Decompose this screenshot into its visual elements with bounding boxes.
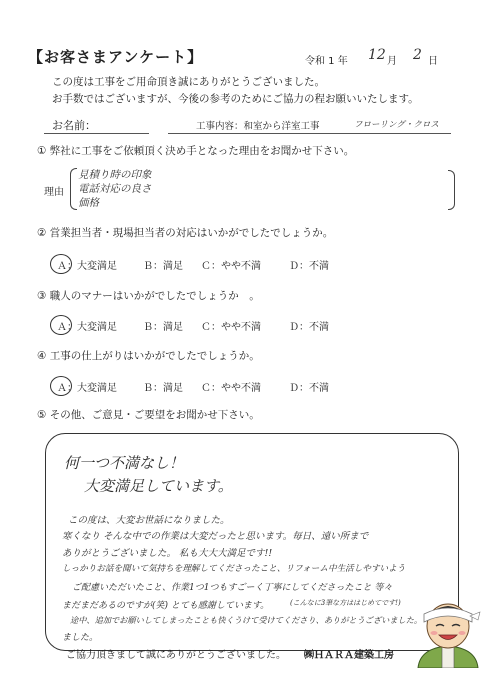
date-day: 2 [413, 47, 422, 63]
date-day-unit: 日 [428, 56, 438, 67]
question-5: ⑤ その他、ご意見・ご要望をお聞かせ下さい。 [37, 409, 260, 421]
comment-aside: (こんなに3筆な方ははじめてです!) [290, 599, 401, 607]
question-1: ① 弊社に工事をご依頼頂く決め手となった理由をお聞かせ下さい。 [37, 145, 355, 157]
reason-bracket-left [70, 168, 77, 210]
intro-line-2: お手数ではございますが、今後の参考のためにご協力の程お願いいたします。 [52, 93, 419, 105]
option-d: Ｄ：不満 [289, 383, 329, 394]
comment-title-2: 大変満足しています。 [84, 477, 233, 495]
option-c: Ｃ：やや不満 [201, 322, 261, 333]
question-2: ② 営業担当者・現場担当者の対応はいかがでしたでしょうか。 [37, 227, 334, 239]
option-d: Ｄ：不満 [289, 261, 329, 272]
comment-line-end: ました。 [62, 633, 99, 643]
reason-answer-3: 価格 [78, 197, 99, 209]
reason-answer-1: 見積り時の印象 [78, 169, 152, 181]
work-handwritten: フローリング・クロス [354, 120, 439, 130]
intro-line-1: この度は工事をご用命頂き誠にありがとうございました。 [52, 76, 325, 88]
date-month-unit: 月 [387, 56, 397, 67]
comment-line: まだまだあるのですが(笑) とても感謝しています。 [62, 601, 270, 611]
option-a: Ａ：大変満足 [57, 261, 117, 272]
work-underline [168, 133, 451, 134]
option-c: Ｃ：やや不満 [201, 261, 261, 272]
footer-thanks: ご協力頂きまして誠にありがとうございました。 [66, 650, 286, 661]
date-month: 12 [368, 47, 386, 63]
name-label: お名前： [52, 119, 96, 132]
comment-line: ありがとうございました。 私も大大大満足です!! [62, 548, 273, 559]
question-3: ③ 職人のマナーはいかがでしたでしょうか 。 [37, 290, 260, 302]
option-b: Ｂ：満足 [143, 261, 183, 272]
reason-answer-2: 電話対応の良さ [78, 183, 152, 195]
company-name: ㈱ＨＡＲＡ建築工房 [304, 650, 394, 661]
reason-label: 理由 [44, 187, 64, 198]
comment-line: この度は、大変お世話になりました。 [68, 515, 230, 526]
option-c: Ｃ：やや不満 [201, 383, 261, 394]
option-d: Ｄ：不満 [289, 322, 329, 333]
option-b: Ｂ：満足 [143, 383, 183, 394]
comment-line: 寒くなり そんな中での作業は大変だったと思います。毎日、遠い所まで [62, 531, 369, 542]
comment-line: しっかりお話を聞いて気持ちを理解してくださったこと、リフォーム中生活しやすいよう [62, 564, 406, 574]
name-underline [44, 133, 149, 134]
comment-line: ご配慮いただいたこと、作業1つ1つもすごーく丁寧にしてくださったこと 等々 [72, 583, 393, 593]
worker-mascot-illustration [412, 590, 484, 668]
survey-title: 【お客さまアンケート】 [28, 48, 204, 66]
option-a: Ａ：大変満足 [57, 383, 117, 394]
comment-title-1: 何一つ不満なし！ [64, 454, 185, 472]
reason-bracket-right [448, 170, 455, 210]
option-a: Ａ：大変満足 [57, 322, 117, 333]
date-era: 令和 1 年 [305, 56, 348, 67]
comment-line: 途中、追加でお願いしてしまったことも快くうけて受けてくださり、ありがとうございました。 [70, 615, 423, 625]
work-label: 工事内容：和室から洋室工事 [196, 121, 320, 132]
option-b: Ｂ：満足 [143, 322, 183, 333]
question-4: ④ 工事の仕上がりはいかがでしたでしょうか。 [37, 350, 260, 362]
